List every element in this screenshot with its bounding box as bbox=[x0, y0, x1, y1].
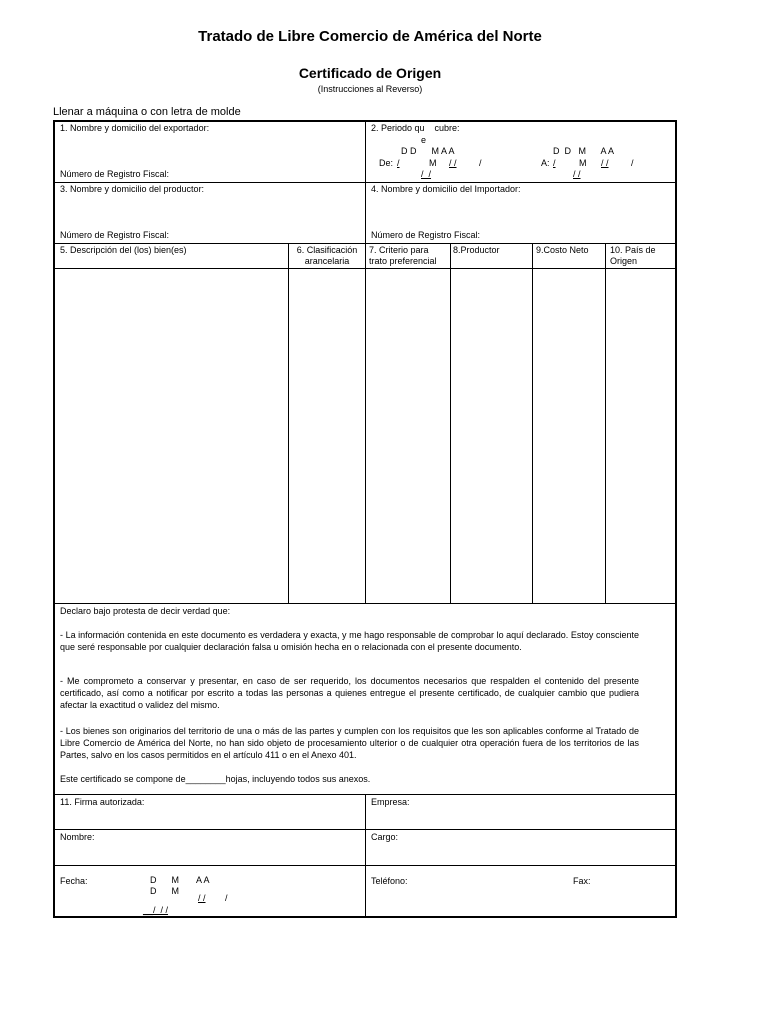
column-header-country-1: 10. País de bbox=[610, 245, 656, 255]
col-divider-7 bbox=[365, 243, 366, 603]
period-to-year-slash[interactable]: / bbox=[631, 158, 634, 168]
period-label: 2. Periodo qu cubre: bbox=[371, 123, 460, 133]
declaration-paragraph-1: - La información contenida en este documento es verdadera y exacta, y me hago responsable de comprobar lo aquí declarado. Estoy consciente que seré responsable por cualquier declaración falsa u omisión hecha en o relacionada con el presente documento. bbox=[60, 630, 639, 652]
column-header-description: 5. Descripción del (los) bien(es) bbox=[60, 245, 187, 255]
date-day-field[interactable]: __/ / / bbox=[143, 905, 169, 915]
declaration-paragraph-2: - Me comprometo a conservar y presentar, en caso de ser requerido, los documentos necesarios que respalden el contenido del presente certificado, así como a notificar por escrito a todas las personas a quienes entregue el presente certificado, de cualquier cambio que pudiera afectar la exactitud o validez del mismo. bbox=[60, 676, 639, 710]
importer-field[interactable] bbox=[368, 197, 672, 229]
importer-label: 4. Nombre y domicilio del Importador: bbox=[371, 184, 521, 194]
instructions-note: (Instrucciones al Reverso) bbox=[317, 84, 423, 94]
period-from-year-field[interactable]: / / bbox=[421, 169, 432, 179]
col-divider-6 bbox=[288, 243, 289, 603]
phone-field[interactable] bbox=[415, 874, 565, 914]
period-from-format: D D M A A bbox=[401, 146, 455, 156]
goods-country-cell[interactable] bbox=[607, 270, 673, 601]
page-title: Tratado de Libre Comercio de América del Norte bbox=[198, 28, 542, 45]
col-divider-10 bbox=[605, 243, 606, 603]
period-from-month: M bbox=[429, 158, 437, 168]
column-header-net-cost: 9.Costo Neto bbox=[536, 245, 589, 255]
period-to-month-slash[interactable]: / / bbox=[601, 158, 609, 168]
company-field[interactable] bbox=[368, 810, 672, 827]
goods-classification-cell[interactable] bbox=[290, 270, 363, 601]
date-format-2: D M bbox=[150, 886, 179, 896]
fax-label: Fax: bbox=[573, 876, 591, 886]
producer-tax-id-label: Número de Registro Fiscal: bbox=[60, 230, 170, 240]
goods-producer-cell[interactable] bbox=[452, 270, 530, 601]
period-to-month: M bbox=[579, 158, 587, 168]
period-label-e: e bbox=[421, 135, 427, 145]
date-format-1: D M A A bbox=[150, 875, 210, 885]
period-to-format: D D M A A bbox=[553, 146, 615, 156]
exporter-tax-id-label: Número de Registro Fiscal: bbox=[60, 169, 170, 179]
page-count-prefix: Este certificado se compone de bbox=[60, 774, 186, 784]
authorized-signature-label: 11. Firma autorizada: bbox=[60, 797, 145, 807]
period-from-day-slash[interactable]: / bbox=[397, 158, 400, 168]
fax-field[interactable] bbox=[595, 874, 671, 914]
page-count-field[interactable]: ________ bbox=[185, 774, 226, 784]
page-count-line bbox=[60, 774, 370, 785]
page-count-suffix: hojas, incluyendo todos sus anexos. bbox=[225, 774, 371, 784]
document-title: Certificado de Origen bbox=[298, 65, 442, 81]
col-divider-8 bbox=[450, 243, 451, 603]
date-month-slash[interactable]: / / bbox=[198, 893, 206, 903]
exporter-label: 1. Nombre y domicilio del exportador: bbox=[60, 123, 210, 133]
goods-description-cell[interactable] bbox=[56, 270, 286, 601]
certificate-form bbox=[53, 120, 677, 918]
position-label: Cargo: bbox=[371, 832, 399, 842]
column-header-producer: 8.Productor bbox=[453, 245, 500, 255]
fill-hint: Llenar a máquina o con letra de molde bbox=[53, 106, 241, 118]
column-header-classification-2: arancelaria bbox=[304, 256, 350, 266]
column-header-criterion-2: trato preferencial bbox=[369, 256, 437, 266]
name-field[interactable] bbox=[57, 845, 361, 863]
period-to-label: A: bbox=[541, 158, 550, 168]
producer-label: 3. Nombre y domicilio del productor: bbox=[60, 184, 205, 194]
declaration-paragraph-3: - Los bienes son originarios del territorio de una o más de las partes y cumplen con los requisitos que les son aplicables conforme al Tratado de Libre Comercio de América del Norte, no han sido objeto de procesamiento ulterior o de cualquier otra operación fuera de los territorios de las Partes, salvo en los casos permitidos en el artículo 411 o en el Anexo 401. bbox=[60, 726, 639, 760]
period-from-year-slash[interactable]: / bbox=[479, 158, 482, 168]
importer-tax-id-label: Número de Registro Fiscal: bbox=[371, 230, 481, 240]
period-to-year-field[interactable]: / / bbox=[573, 169, 581, 179]
date-year-slash[interactable]: / bbox=[225, 893, 228, 903]
column-header-classification-1: 6. Clasificación bbox=[296, 245, 358, 255]
date-label: Fecha: bbox=[60, 876, 88, 886]
row-divider-4 bbox=[55, 603, 675, 604]
period-to-day-slash[interactable]: / bbox=[553, 158, 556, 168]
exporter-field[interactable] bbox=[57, 136, 361, 168]
company-label: Empresa: bbox=[371, 797, 410, 807]
position-field[interactable] bbox=[368, 845, 672, 863]
col-divider-main bbox=[365, 122, 366, 243]
period-from-label: De: bbox=[379, 158, 394, 168]
producer-field[interactable] bbox=[57, 197, 361, 229]
col-divider-signature bbox=[365, 794, 366, 918]
signature-field[interactable] bbox=[57, 810, 361, 827]
period-from-month-slash[interactable]: / / bbox=[449, 158, 457, 168]
declaration-intro: Declaro bajo protesta de decir verdad que: bbox=[60, 606, 231, 616]
col-divider-9 bbox=[532, 243, 533, 603]
column-header-criterion-1: 7. Criterio para bbox=[369, 245, 429, 255]
phone-label: Teléfono: bbox=[371, 876, 408, 886]
goods-net-cost-cell[interactable] bbox=[534, 270, 603, 601]
column-header-country-2: Origen bbox=[610, 256, 638, 266]
name-label: Nombre: bbox=[60, 832, 95, 842]
goods-criterion-cell[interactable] bbox=[367, 270, 448, 601]
